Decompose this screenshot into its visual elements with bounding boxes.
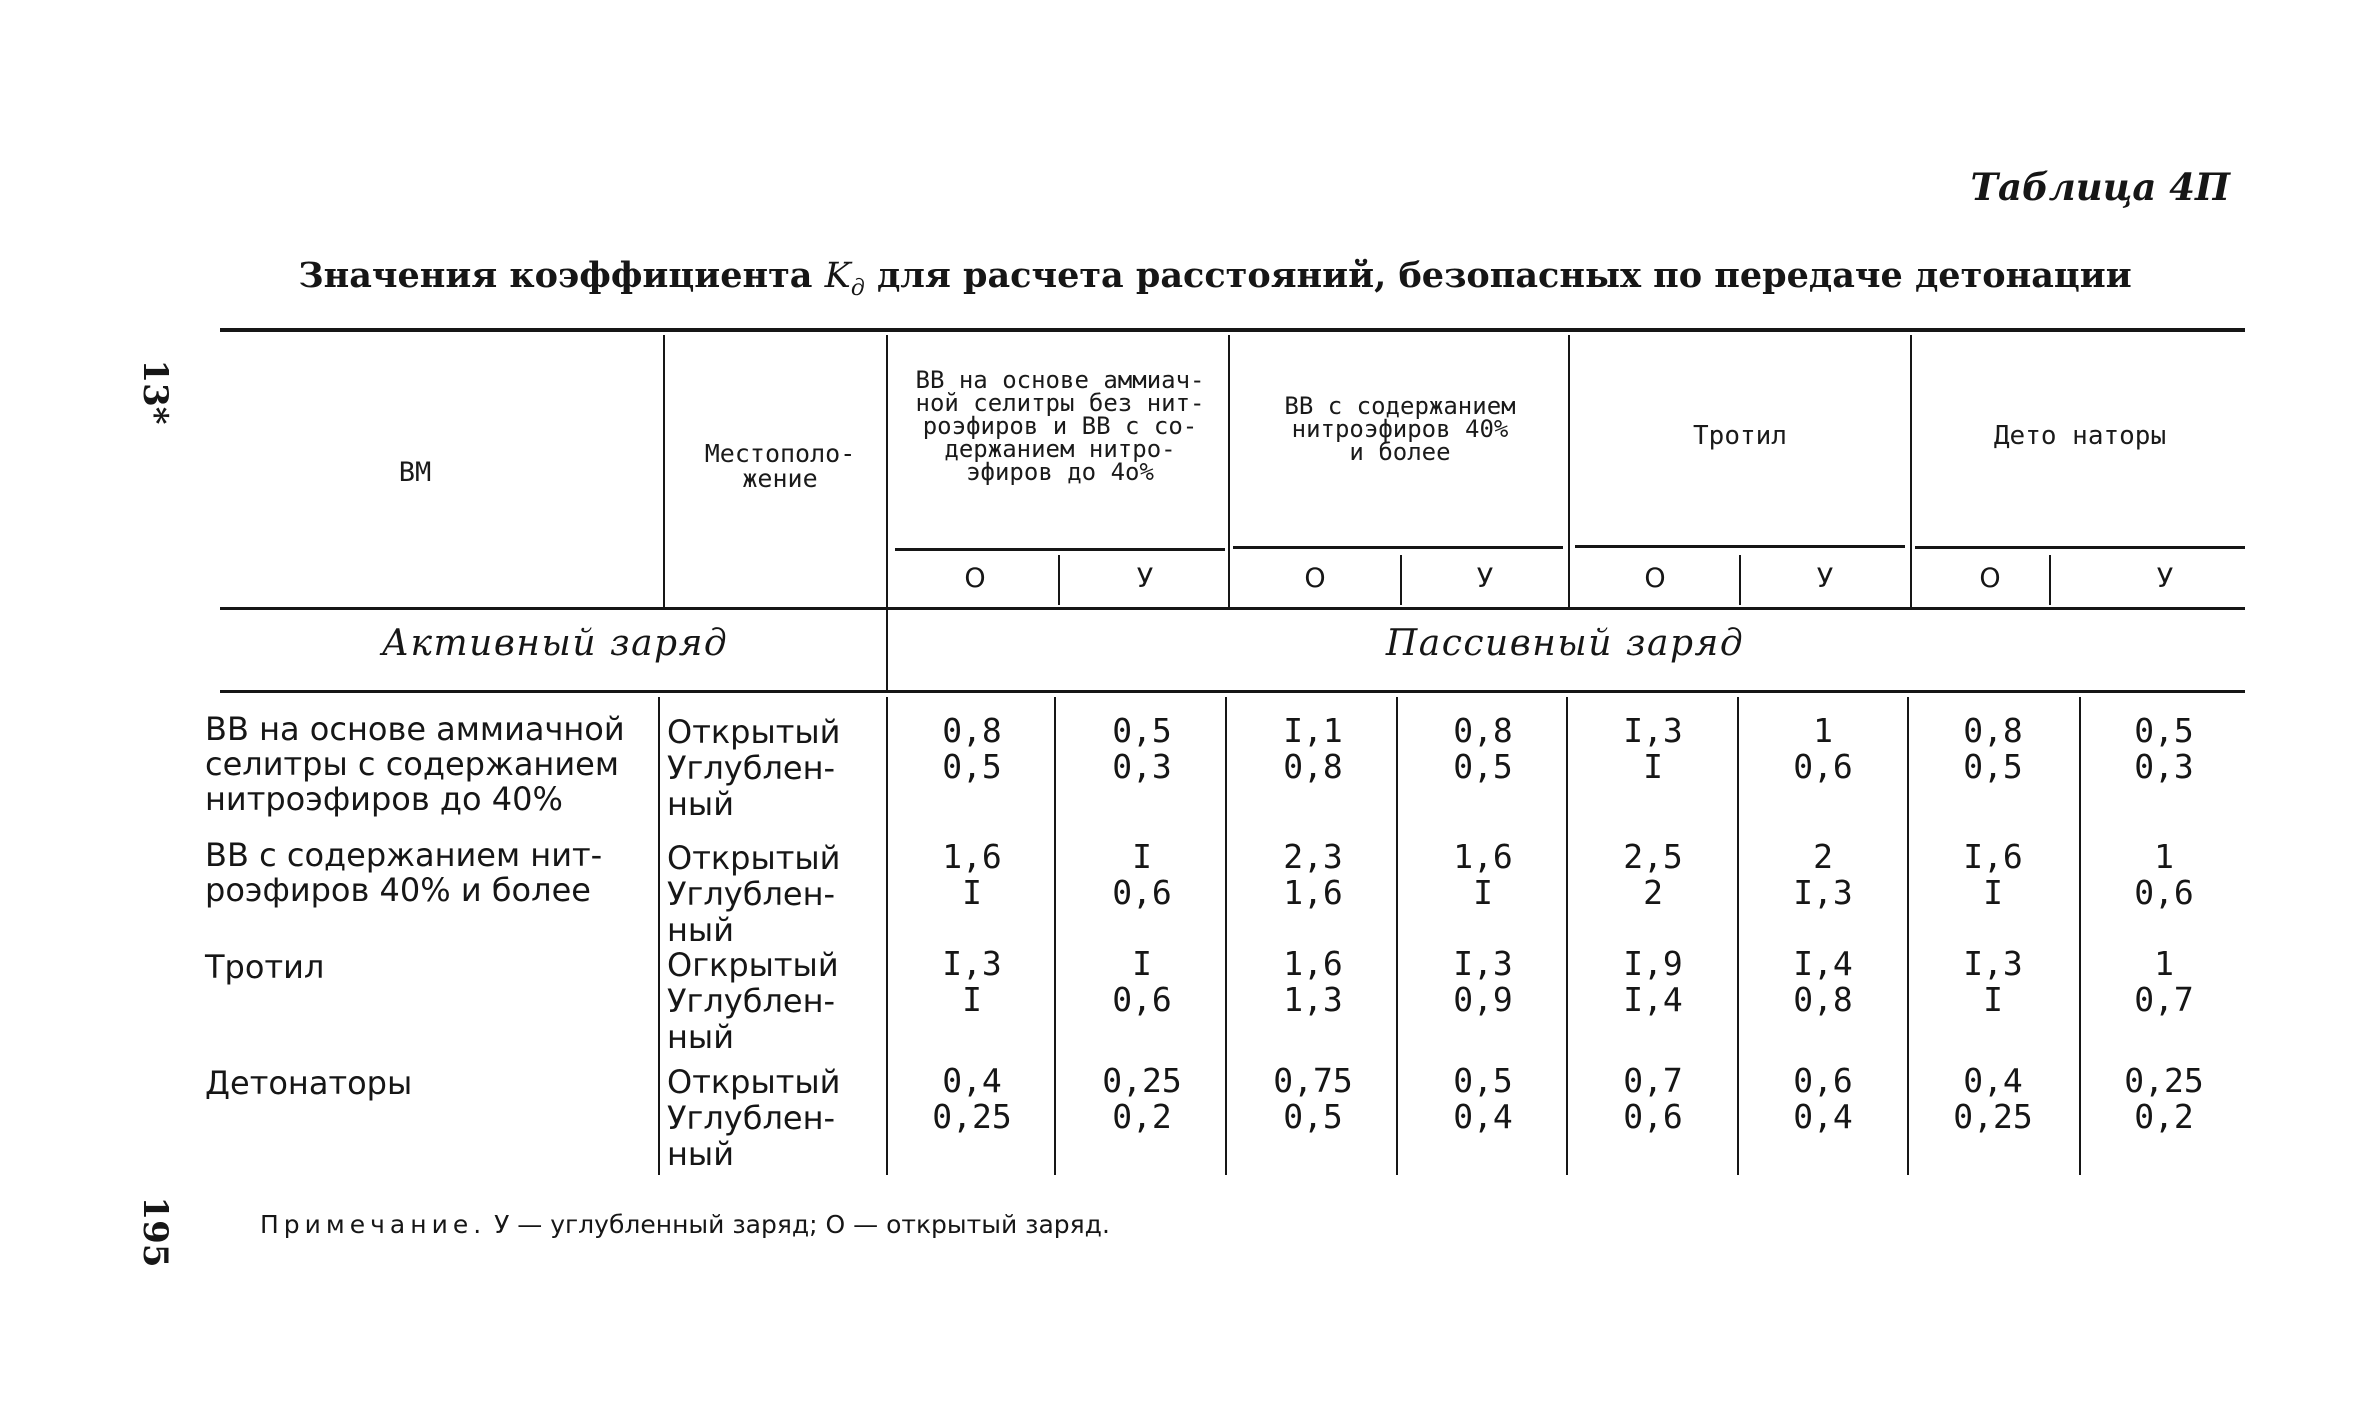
value-cell: 0,9 — [1453, 980, 1513, 1019]
body-divider-4 — [1396, 697, 1398, 1175]
body-divider-3 — [1225, 697, 1227, 1175]
value-cell: 1 — [1813, 711, 1833, 750]
sub-divider-3 — [1739, 555, 1741, 605]
header-divider-g4 — [1910, 335, 1912, 607]
value-cell: 0,25 — [2124, 1061, 2204, 1100]
header-location: Местополо- жение — [704, 439, 856, 493]
value-cell: I,4 — [1623, 980, 1683, 1019]
section-passive-charge: Пассивный заряд — [1385, 623, 1745, 664]
body-divider-loc — [658, 697, 660, 1175]
section-rule — [220, 690, 2245, 693]
row-name-2: ВВ с содержанием нит- роэфиров 40% и более — [205, 836, 603, 909]
value-cell: 1,6 — [1283, 873, 1343, 912]
note-lead: Примечание. — [260, 1210, 487, 1239]
title-symbol — [824, 256, 865, 301]
value-cell: 0,5 — [1453, 747, 1513, 786]
title-symbol-subscript: д — [850, 276, 865, 301]
value-cell: 0,3 — [1112, 747, 1172, 786]
sub-divider-2 — [1400, 555, 1402, 605]
row-location-3: Огкрытый Углублен- ный — [667, 946, 839, 1056]
value-cell: 0,7 — [1623, 1061, 1683, 1100]
header-bottom-rule — [220, 607, 2245, 610]
value-cell: 2 — [1643, 873, 1663, 912]
group-rule-2 — [1233, 546, 1563, 549]
value-cell: I,3 — [942, 944, 1002, 983]
table-label: Таблица 4П — [1970, 165, 2230, 209]
value-cell: 0,25 — [1953, 1097, 2033, 1136]
row-name-1: ВВ на основе аммиачной селитры с содержанием нитроэфиров до 40% — [205, 710, 625, 818]
value-cell: I — [1643, 747, 1663, 786]
value-cell: 0,5 — [1453, 1061, 1513, 1100]
value-cell: I,3 — [1963, 944, 2023, 983]
value-cell: I,3 — [1793, 873, 1853, 912]
row-location-2: Открытый Углублен- ный — [667, 839, 841, 949]
value-cell: I — [1983, 980, 2003, 1019]
value-cell: I,3 — [1453, 944, 1513, 983]
header-divider-vm — [663, 335, 665, 607]
value-cell: 0,6 — [1623, 1097, 1683, 1136]
body-divider-7 — [1907, 697, 1909, 1175]
value-cell: I — [1473, 873, 1493, 912]
value-cell: I,6 — [1963, 837, 2023, 876]
row-name-4: Детонаторы — [205, 1064, 413, 1102]
body-divider-8 — [2079, 697, 2081, 1175]
value-cell: 1,6 — [1283, 944, 1343, 983]
group-rule-4 — [1915, 546, 2245, 549]
header-divider-g3 — [1568, 335, 1570, 607]
section-active-charge: Активный заряд — [381, 623, 729, 664]
title-after: для расчета расстояний, безопасных по передаче детонации — [864, 255, 2132, 296]
value-cell: 1 — [2154, 837, 2174, 876]
value-cell: 0,8 — [1453, 711, 1513, 750]
row-name-3: Тротил — [205, 948, 325, 986]
value-cell: 0,6 — [1793, 747, 1853, 786]
value-cell: 0,8 — [1963, 711, 2023, 750]
value-cell: I — [962, 873, 982, 912]
value-cell: 0,4 — [1963, 1061, 2023, 1100]
value-cell: 0,8 — [1793, 980, 1853, 1019]
margin-page-mark: 13* — [135, 359, 175, 425]
value-cell: 0,25 — [932, 1097, 1012, 1136]
value-cell: 0,4 — [1793, 1097, 1853, 1136]
value-cell: 2 — [1813, 837, 1833, 876]
value-cell: 0,5 — [1283, 1097, 1343, 1136]
note-text: У — углубленный заряд; О — открытый заряд. — [486, 1210, 1110, 1239]
value-cell: 1 — [2154, 944, 2174, 983]
margin-page-number: 195 — [135, 1196, 175, 1268]
value-cell: 0,8 — [1283, 747, 1343, 786]
table-title — [220, 255, 2210, 301]
value-cell: I — [962, 980, 982, 1019]
sub-header-u-4: У — [2156, 563, 2174, 594]
value-cell: 0,2 — [1112, 1097, 1172, 1136]
row-location-1: Открытый Углублен- ный — [667, 713, 841, 823]
sub-header-u-3: У — [1816, 563, 1834, 594]
header-divider-g2 — [1228, 335, 1230, 607]
sub-header-o-4: О — [1979, 563, 2001, 594]
value-cell: 0,6 — [2134, 873, 2194, 912]
value-cell: 1,3 — [1283, 980, 1343, 1019]
value-cell: 0,4 — [1453, 1097, 1513, 1136]
sub-header-o-3: О — [1644, 563, 1666, 594]
sub-divider-1 — [1058, 555, 1060, 605]
group-rule-1 — [895, 548, 1225, 551]
body-divider-1 — [886, 697, 888, 1175]
section-divider — [886, 610, 888, 690]
value-cell: 1,6 — [1453, 837, 1513, 876]
value-cell: 0,5 — [2134, 711, 2194, 750]
value-cell: I,1 — [1283, 711, 1343, 750]
header-group-3: Тротил — [1693, 421, 1787, 451]
table-top-rule — [220, 328, 2245, 332]
value-cell: I — [1983, 873, 2003, 912]
sub-header-o-2: О — [1304, 563, 1326, 594]
value-cell: 0,5 — [942, 747, 1002, 786]
value-cell: 0,5 — [1963, 747, 2023, 786]
value-cell: 0,8 — [942, 711, 1002, 750]
value-cell: I,3 — [1623, 711, 1683, 750]
sub-header-u-1: У — [1136, 563, 1154, 594]
header-divider-loc — [886, 335, 888, 607]
value-cell: 0,5 — [1112, 711, 1172, 750]
value-cell: I,9 — [1623, 944, 1683, 983]
value-cell: 2,5 — [1623, 837, 1683, 876]
body-divider-6 — [1737, 697, 1739, 1175]
header-group-2: ВВ с содержанием нитроэфиров 40% и более — [1284, 392, 1516, 466]
title-symbol-letter: K — [824, 256, 851, 296]
sub-header-o-1: О — [964, 563, 986, 594]
value-cell: I — [1132, 944, 1152, 983]
value-cell: I,4 — [1793, 944, 1853, 983]
value-cell: 0,2 — [2134, 1097, 2194, 1136]
value-cell: 0,3 — [2134, 747, 2194, 786]
sub-header-u-2: У — [1476, 563, 1494, 594]
row-location-4: Открытый Углублен- ный — [667, 1063, 841, 1173]
title-before: Значения коэффициента — [298, 255, 825, 296]
value-cell: 0,75 — [1273, 1061, 1353, 1100]
value-cell: 1,6 — [942, 837, 1002, 876]
value-cell: 0,25 — [1102, 1061, 1182, 1100]
body-divider-5 — [1566, 697, 1568, 1175]
value-cell: 0,6 — [1793, 1061, 1853, 1100]
header-vm: ВМ — [398, 457, 432, 488]
table-note — [260, 1210, 1110, 1239]
value-cell: 2,3 — [1283, 837, 1343, 876]
value-cell: 0,7 — [2134, 980, 2194, 1019]
value-cell: 0,6 — [1112, 873, 1172, 912]
value-cell: I — [1132, 837, 1152, 876]
header-group-4: Дето наторы — [1993, 421, 2167, 451]
value-cell: 0,4 — [942, 1061, 1002, 1100]
header-group-1: ВВ на основе аммиач- ной селитры без нит- роэфиров и ВВ с со- держанием нитро- эфиров до 4о% — [915, 366, 1205, 486]
value-cell: 0,6 — [1112, 980, 1172, 1019]
body-divider-2 — [1054, 697, 1056, 1175]
group-rule-3 — [1575, 545, 1905, 548]
